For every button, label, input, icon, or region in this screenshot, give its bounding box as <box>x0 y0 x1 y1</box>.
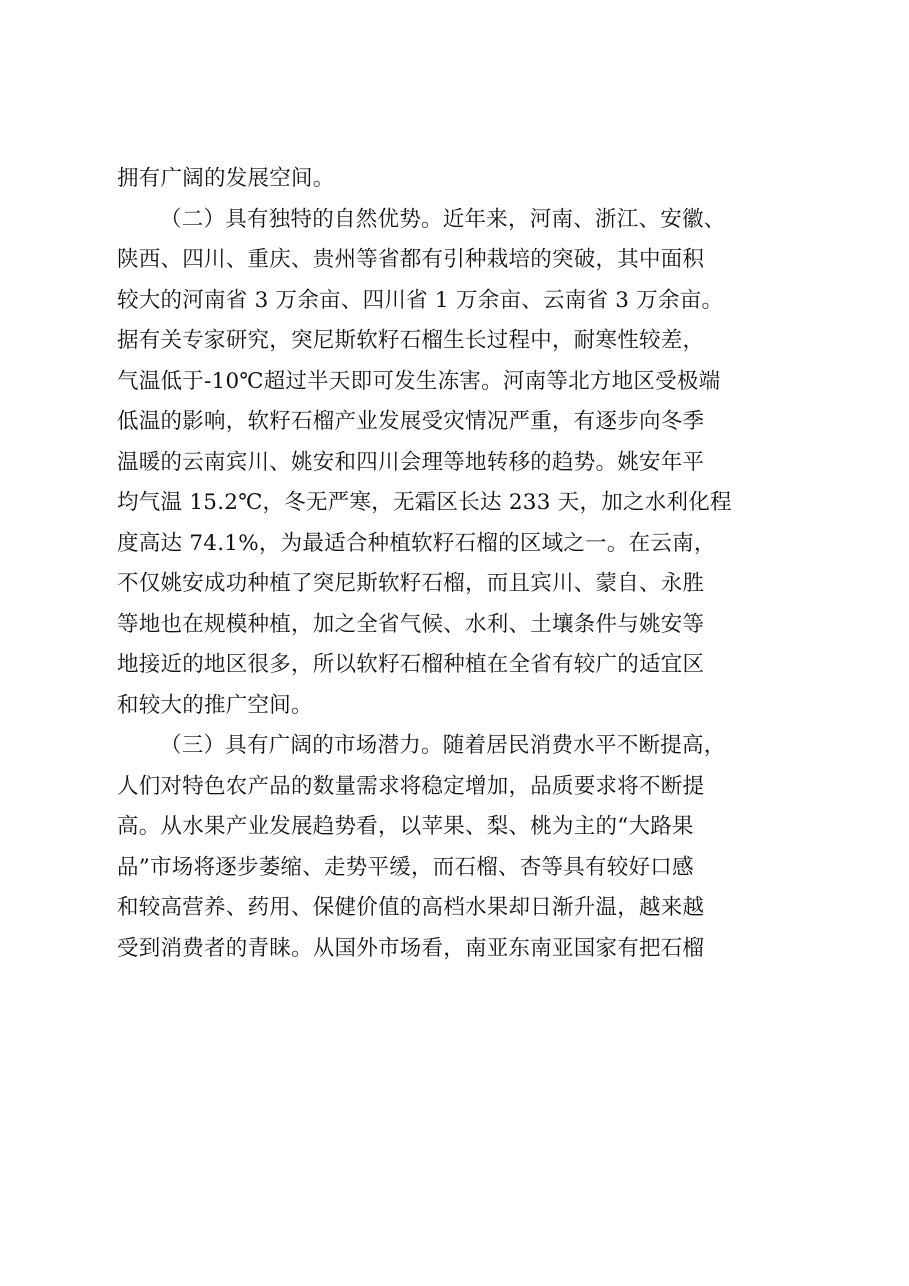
text-line: 高。从水果产业发展趋势看，以苹果、梨、桃为主的“大路果 <box>117 814 694 839</box>
text-line: 地接近的地区很多，所以软籽石榴种植在全省有较广的适宜区 <box>117 652 705 677</box>
text-line: 不仅姚安成功种植了突尼斯软籽石榴，而且宾川、蒙自、永胜 <box>117 571 705 596</box>
text-line: 拥有广阔的发展空间。 <box>117 166 335 191</box>
text-line: 陕西、四川、重庆、贵州等省都有引种栽培的突破，其中面积 <box>117 247 705 272</box>
text-line: 气温低于-10℃超过半天即可发生冻害。河南等北方地区受极端 <box>117 368 721 394</box>
text-line: 和较大的推广空间。 <box>117 692 313 718</box>
text-line: 度高达 74.1%，为最适合种植软籽石榴的区域之一。在云南， <box>117 530 716 556</box>
text-line: 等地也在规模种植，加之全省气候、水利、土壤条件与姚安等 <box>117 611 705 637</box>
text-line: 低温的影响，软籽石榴产业发展受灾情况严重，有逐步向冬季 <box>117 409 705 434</box>
text-line: （二）具有独特的自然优势。近年来，河南、浙江、安徽、 <box>160 206 726 232</box>
text-line: 人们对特色农产品的数量需求将稳定增加，品质要求将不断提 <box>117 773 705 799</box>
document-body <box>117 159 807 969</box>
text-line: 温暖的云南宾川、姚安和四川会理等地转移的趋势。姚安年平 <box>117 449 705 475</box>
text-line: 品”市场将逐步萎缩、走势平缓，而石榴、杏等具有较好口感 <box>117 854 694 880</box>
text-line: （三）具有广阔的市场潜力。随着居民消费水平不断提高， <box>160 733 726 758</box>
text-line: 受到消费者的青睐。从国外市场看，南亚东南亚国家有把石榴 <box>117 935 705 961</box>
text-line: 均气温 15.2℃，冬无严寒，无霜区长达 233 天，加之水利化程 <box>117 490 732 515</box>
text-line: 和较高营养、药用、保健价值的高档水果却日渐升温，越来越 <box>117 895 705 920</box>
text-line: 据有关专家研究，突尼斯软籽石榴生长过程中，耐寒性较差， <box>117 328 705 353</box>
text-line: 较大的河南省 3 万余亩、四川省 1 万余亩、云南省 3 万余亩。 <box>117 287 724 313</box>
